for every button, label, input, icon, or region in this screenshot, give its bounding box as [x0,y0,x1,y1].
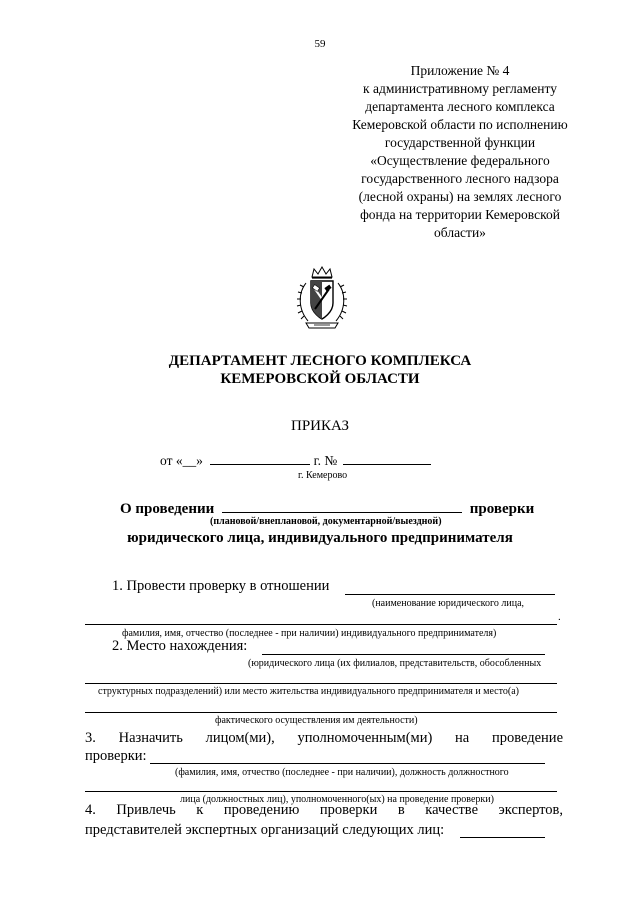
department-line-2: КЕМЕРОВСКОЙ ОБЛАСТИ [220,371,420,387]
date-prefix: от « [160,453,183,468]
item-4-line-1: 4. Привлечь к проведению проверки в качестве экспертов, [85,802,563,818]
appendix-line: (лесной охраны) на землях лесного [358,189,562,204]
order-number-field[interactable] [343,452,431,465]
item-2-location-field-2[interactable] [85,683,557,684]
item-3-note-2: лица (должностных лиц), уполномоченного(ых) на проведение проверки) [180,794,494,805]
item-1-entity-field-2[interactable] [85,624,557,625]
appendix-line: области» [434,225,486,240]
city-label: г. Кемерово [298,470,348,481]
inspection-type-note: (плановой/внеплановой, документарной/выездной) [210,516,442,527]
subject-prefix: О проведении [120,501,215,517]
year-number-label: г. № [313,453,338,468]
item-2-location-field-3[interactable] [85,712,557,713]
department-title [0,352,640,388]
appendix-line: департамента лесного комплекса [365,99,555,114]
appendix-line: Приложение № 4 [410,63,510,78]
page-number: 59 [314,38,326,50]
item-2-note-3: фактического осуществления им деятельности) [215,715,418,726]
item-3-inspector-field[interactable] [150,763,545,764]
item-3-inspector-field-2[interactable] [85,791,557,792]
date-line [160,452,431,469]
appendix-line: «Осуществление федерального [370,153,550,168]
item-1-note-2: фамилия, имя, отчество (последнее - при наличии) индивидуального предпринимателя) [122,628,497,639]
item-3-line-1: 3. Назначить лицом(ми), уполномоченным(ми) на проведение [85,730,563,746]
appendix-line: фонда на территории Кемеровской [360,207,560,222]
date-quote-close: » [196,453,203,468]
item-1-period: . [558,611,561,623]
subject-line-2: юридического лица, индивидуального предпринимателя [127,530,513,546]
day-blank[interactable]: __ [182,453,197,468]
month-blank-field[interactable] [210,452,310,465]
appendix-line: государственного лесного надзора [361,171,559,186]
department-line-1: ДЕПАРТАМЕНТ ЛЕСНОГО КОМПЛЕКСА [168,353,472,369]
appendix-line: к административному регламенту [363,81,557,96]
inspection-type-field[interactable] [222,498,462,513]
item-1-note-1: (наименование юридического лица, [372,598,525,609]
item-2-text: 2. Место нахождения: [112,638,248,654]
subject-line-1 [120,498,534,518]
coat-of-arms-icon [292,265,352,333]
appendix-header [320,62,600,242]
order-title: ПРИКАЗ [291,418,349,434]
subject-suffix: проверки [469,501,535,517]
item-4-line-2: представителей экспертных организаций следующих лиц: [85,822,445,838]
item-2-location-field[interactable] [262,654,545,655]
item-3-line-2: проверки: [85,748,147,764]
item-1-entity-field[interactable] [345,594,555,595]
item-3-note-1: (фамилия, имя, отчество (последнее - при наличии), должность должностного [175,767,509,778]
item-2-note-2: структурных подразделений) или место жительства индивидуального предпринимателя и место(а) [98,686,519,697]
appendix-line: государственной функции [384,135,536,150]
item-1-text: 1. Провести проверку в отношении [112,578,330,594]
item-4-experts-field[interactable] [460,837,545,838]
appendix-line: Кемеровской области по исполнению [352,117,568,132]
item-2-note-1: (юридического лица (их филиалов, представительств, обособленных [248,658,542,669]
